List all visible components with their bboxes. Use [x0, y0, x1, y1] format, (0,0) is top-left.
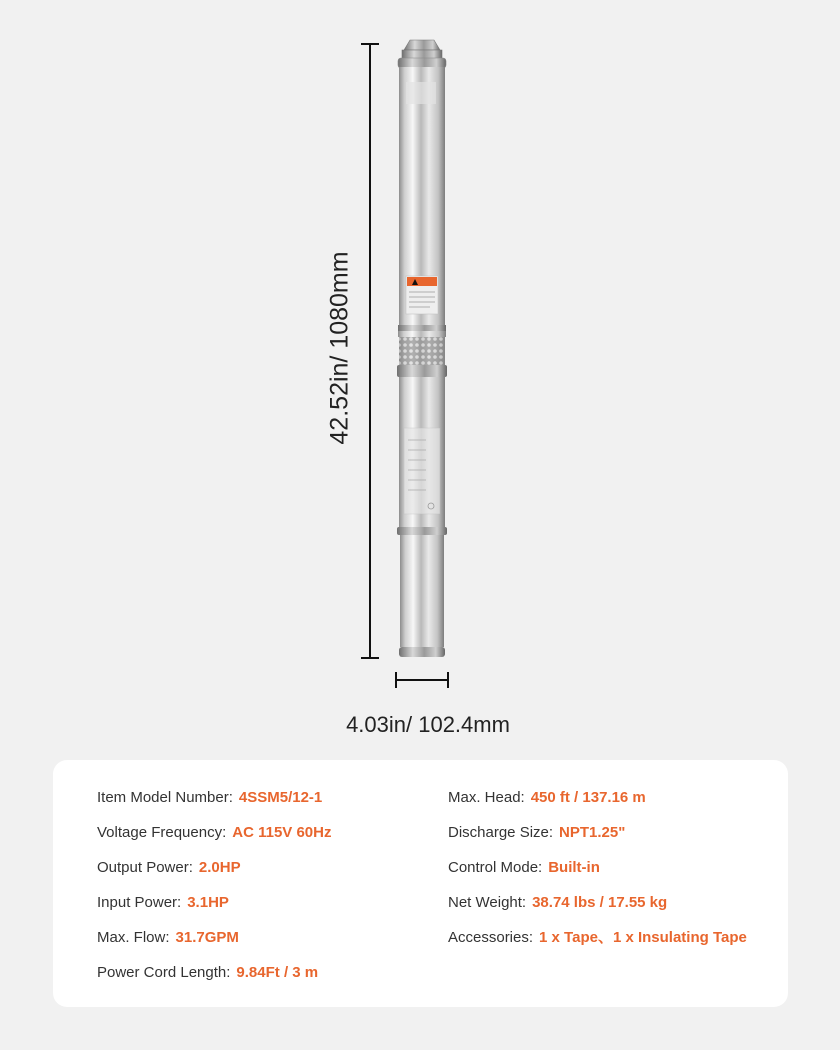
- spec-value: 2.0HP: [198, 859, 241, 876]
- spec-value: 9.84Ft / 3 m: [236, 964, 319, 981]
- spec-row: [97, 963, 332, 998]
- spec-label: Output Power:: [97, 859, 193, 876]
- spec-label: Max. Head:: [448, 789, 525, 806]
- spec-label: Max. Flow:: [97, 929, 170, 946]
- spec-label: Net Weight:: [448, 894, 527, 911]
- spec-value: Built-in: [548, 859, 600, 876]
- spec-value: 3.1HP: [187, 894, 229, 911]
- spec-label: Item Model Number:: [97, 789, 233, 806]
- spec-value: 31.7GPM: [175, 929, 239, 946]
- width-dimension-line: [396, 672, 448, 688]
- height-dimension-label: 42.52in/ 1080mm: [325, 251, 354, 445]
- spec-value: 4SSM5/12-1: [238, 789, 323, 806]
- spec-row: [97, 893, 332, 928]
- spec-value: NPT1.25": [559, 824, 626, 841]
- spec-row: [448, 823, 747, 858]
- spec-row: [97, 858, 332, 893]
- spec-column-right: [448, 788, 747, 963]
- spec-value: 1 x Tape、1 x Insulating Tape: [539, 929, 747, 946]
- spec-label: Power Cord Length:: [97, 964, 231, 981]
- spec-card: [53, 760, 788, 1007]
- pump-body: [397, 40, 447, 657]
- spec-row: [448, 928, 747, 963]
- spec-row: [97, 823, 332, 858]
- spec-row: [448, 858, 747, 893]
- spec-value: 38.74 lbs / 17.55 kg: [532, 894, 668, 911]
- spec-row: [448, 893, 747, 928]
- spec-row: [448, 788, 747, 823]
- spec-label: Accessories:: [448, 929, 534, 946]
- width-dimension-label: 4.03in/ 102.4mm: [346, 712, 510, 737]
- spec-row: [97, 928, 332, 963]
- height-dimension-line: [361, 44, 379, 658]
- spec-label: Voltage Frequency:: [97, 824, 227, 841]
- spec-label: Control Mode:: [448, 859, 543, 876]
- spec-value: 450 ft / 137.16 m: [530, 789, 646, 806]
- spec-label: Input Power:: [97, 894, 182, 911]
- spec-value: AC 115V 60Hz: [232, 824, 332, 841]
- spec-column-left: [97, 788, 332, 998]
- spec-row: [97, 788, 332, 823]
- spec-label: Discharge Size:: [448, 824, 554, 841]
